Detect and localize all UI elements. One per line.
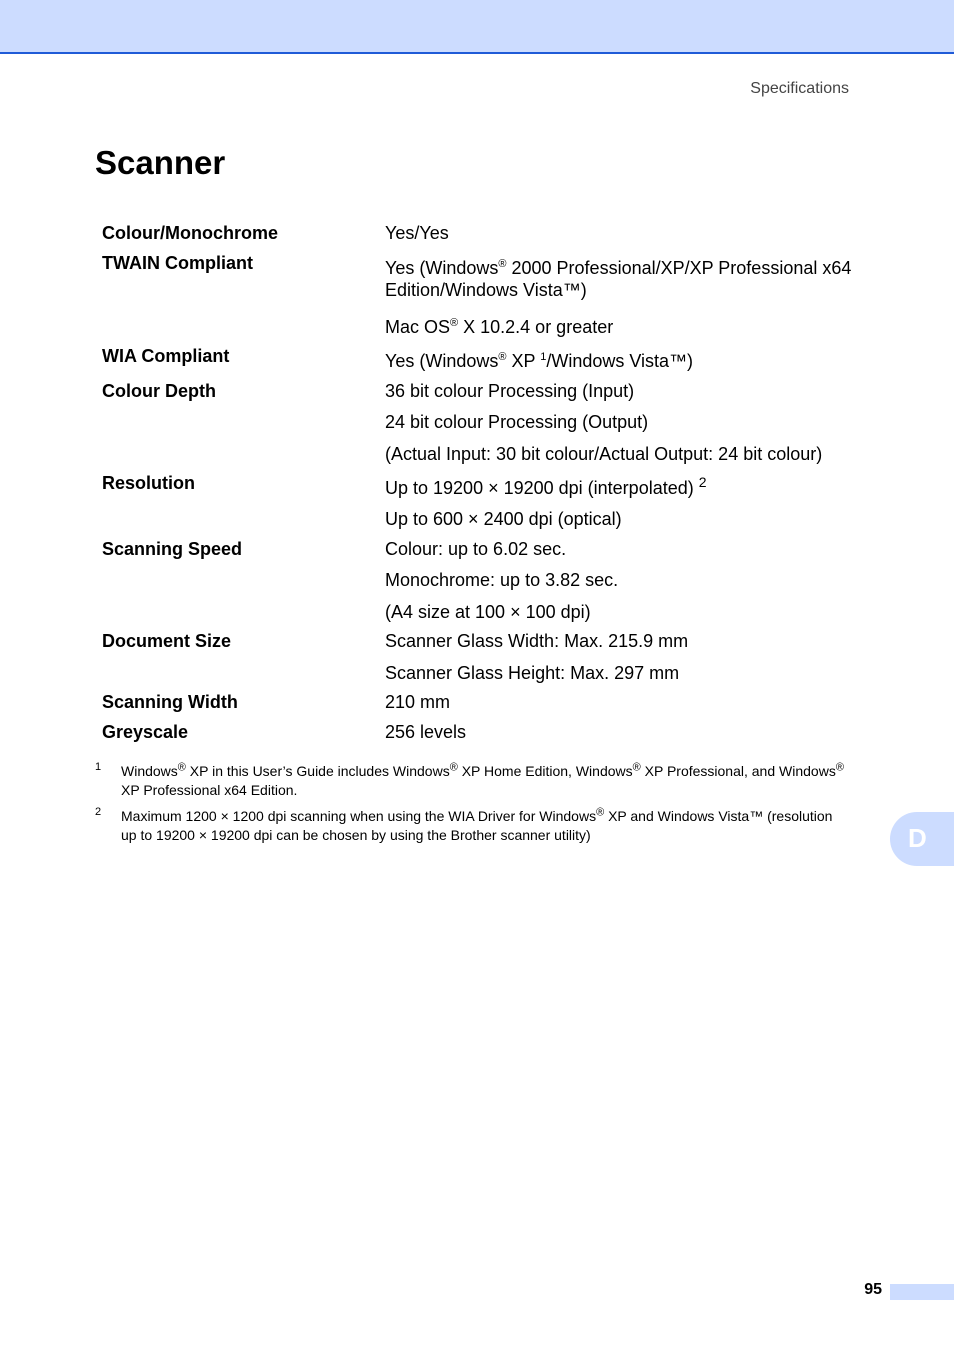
footnote-text: Maximum 1200 × 1200 dpi scanning when using the WIA Driver for Windows® XP and Windows Vista™ (resolution — [121, 806, 833, 824]
footnote-number: 1 — [95, 761, 102, 773]
spec-key: Document Size — [102, 631, 232, 651]
spec-value: 36 bit colour Processing (Input) — [385, 381, 635, 401]
spec-key: Scanning Speed — [102, 539, 243, 559]
spec-value: 210 mm — [385, 692, 451, 712]
footnote-number: 2 — [95, 806, 102, 818]
registered-mark: ® — [450, 317, 459, 329]
spec-value: Yes (Windows® 2000 Professional/XP/XP Professional x64 — [385, 258, 852, 278]
registered-mark: ® — [498, 258, 507, 270]
footnote-text: Windows® XP in this User’s Guide includes Windows® XP Home Edition, Windows® XP Professional, and Windows® — [121, 761, 844, 779]
footnote-ref: 1 — [540, 351, 547, 363]
spec-value: Colour: up to 6.02 sec. — [385, 539, 567, 559]
section-label: Specifications — [750, 80, 849, 97]
spec-key: Resolution — [102, 473, 195, 493]
spec-key: Scanning Width — [102, 692, 238, 712]
spec-value: Scanner Glass Height: Max. 297 mm — [385, 663, 680, 683]
footnote-text: up to 19200 × 19200 dpi can be chosen by using the Brother scanner utility) — [121, 827, 591, 843]
footnote-text: XP Professional x64 Edition. — [121, 782, 298, 798]
spec-value: Mac OS® X 10.2.4 or greater — [385, 317, 614, 337]
spec-value: (A4 size at 100 × 100 dpi) — [385, 602, 591, 622]
registered-mark: ® — [498, 351, 507, 363]
spec-key: WIA Compliant — [102, 346, 230, 366]
appendix-tab — [890, 812, 954, 866]
spec-value: 256 levels — [385, 722, 467, 742]
spec-value: Yes/Yes — [385, 223, 449, 243]
spec-value: Monochrome: up to 3.82 sec. — [385, 570, 619, 590]
spec-value: (Actual Input: 30 bit colour/Actual Output: 24 bit colour) — [385, 444, 823, 464]
spec-value: Yes (Windows® XP $^1$/Windows Vista™) — [385, 351, 694, 371]
spec-key: Colour Depth — [102, 381, 216, 401]
page-number-bar — [890, 1284, 954, 1300]
spec-key: Colour/Monochrome — [102, 223, 278, 243]
spec-value: Scanner Glass Width: Max. 215.9 mm — [385, 631, 689, 651]
spec-value: 24 bit colour Processing (Output) — [385, 412, 649, 432]
footnote-ref: 2 — [698, 474, 707, 490]
spec-key: TWAIN Compliant — [102, 253, 253, 273]
spec-value: Up to 600 × 2400 dpi (optical) — [385, 509, 622, 529]
spec-value: Up to 19200 × 19200 dpi (interpolated) $^2$ — [385, 474, 707, 498]
page-number: 95 — [864, 1281, 882, 1298]
spec-value: Edition/Windows Vista™) — [385, 280, 587, 300]
spec-key: Greyscale — [102, 722, 189, 742]
header-band — [0, 0, 954, 54]
page-title: Scanner — [95, 144, 226, 181]
appendix-tab-letter: D — [908, 823, 927, 853]
